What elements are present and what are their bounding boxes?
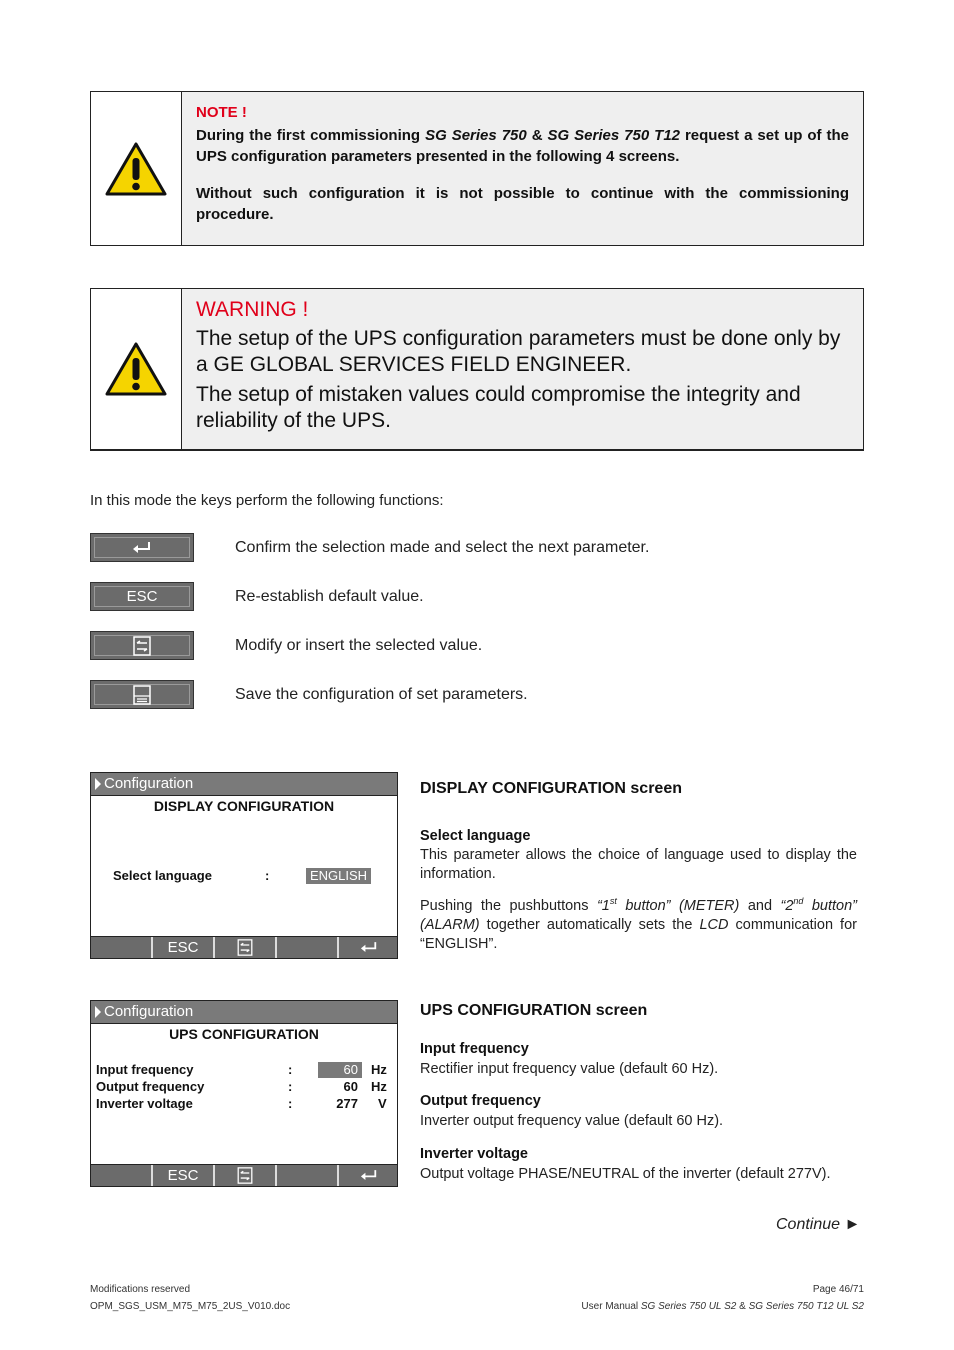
modify-key-description: Modify or insert the selected value.	[235, 637, 483, 654]
enter-icon	[360, 941, 378, 954]
enter-softkey	[337, 937, 398, 958]
modify-icon	[133, 636, 151, 656]
screen-header: Configuration	[91, 773, 397, 796]
empty-softkey	[275, 937, 337, 958]
esc-softkey: ESC	[151, 937, 213, 958]
screen-title: UPS CONFIGURATION	[169, 1026, 319, 1042]
warning-paragraph-1: The setup of the UPS configuration parameters must be done only by a GE GLOBAL SERVICES FIELD ENGINEER.	[196, 327, 841, 376]
footer-modifications: Modifications reserved	[90, 1284, 191, 1295]
inverter-voltage-value: 277	[336, 1096, 358, 1111]
modify-icon	[237, 939, 253, 956]
keys-intro: In this mode the keys perform the following functions:	[90, 492, 444, 509]
modify-icon	[237, 1167, 253, 1184]
inverter-voltage-text: Output voltage PHASE/NEUTRAL of the inverter (default 277V).	[420, 1166, 831, 1182]
triangle-right-icon	[95, 778, 101, 790]
save-key-description: Save the configuration of set parameters.	[235, 686, 528, 703]
key-row-modify	[90, 631, 690, 661]
output-frequency-heading: Output frequency	[420, 1093, 541, 1109]
screen-title: DISPLAY CONFIGURATION	[153, 798, 335, 814]
ups-configuration-screen	[90, 1000, 398, 1187]
input-frequency-heading: Input frequency	[420, 1041, 529, 1057]
colon: :	[288, 1079, 293, 1094]
key-row-enter	[90, 533, 690, 563]
select-language-label: Select language	[113, 868, 212, 883]
select-language-text: This parameter allows the choice of language used to display the information.	[420, 847, 857, 882]
input-frequency-text: Rectifier input frequency value (default 60 Hz).	[420, 1061, 719, 1077]
enter-icon	[360, 1169, 378, 1182]
enter-icon	[132, 541, 152, 555]
enter-softkey	[337, 1165, 398, 1186]
output-frequency-label: Output frequency	[96, 1079, 205, 1094]
esc-softkey: ESC	[151, 1165, 213, 1186]
note-icon-cell	[91, 92, 182, 245]
enter-key-description: Confirm the selection made and select the next parameter.	[235, 539, 650, 556]
save-icon	[133, 685, 151, 705]
input-frequency-unit: Hz	[371, 1062, 387, 1077]
ups-configuration-heading: UPS CONFIGURATION screen	[420, 1002, 648, 1019]
continue-label: Continue ►	[776, 1216, 861, 1233]
modify-key	[90, 631, 194, 660]
footer-manual-title: User Manual SG Series 750 UL S2 & SG Series 750 T12 UL S2	[581, 1301, 864, 1312]
input-frequency-value: 60	[318, 1062, 362, 1078]
note-paragraph-1: During the first commissioning SG Series 750 & SG Series 750 T12 request a set up of the UPS configuration parameters presented in the following 4 screens.	[196, 127, 849, 165]
note-paragraph-2: Without such configuration it is not possible to continue with the commissioning procedure.	[196, 185, 849, 223]
key-row-save	[90, 680, 690, 710]
warning-title: WARNING !	[196, 298, 309, 321]
output-frequency-value: 60	[343, 1079, 358, 1094]
modify-softkey	[213, 937, 275, 958]
save-key	[90, 680, 194, 709]
output-frequency-unit: Hz	[371, 1079, 387, 1094]
footer-doc-id: OPM_SGS_USM_M75_M75_2US_V010.doc	[90, 1301, 291, 1312]
display-configuration-heading: DISPLAY CONFIGURATION screen	[420, 780, 682, 797]
warning-icon-cell	[91, 289, 182, 449]
warning-triangle-icon	[104, 141, 168, 197]
warning-paragraph-2: The setup of mistaken values could compromise the integrity and reliability of the UPS.	[196, 383, 801, 432]
colon: :	[288, 1096, 293, 1111]
note-title: NOTE !	[196, 104, 247, 121]
esc-key	[90, 582, 194, 611]
modify-softkey	[213, 1165, 275, 1186]
pushbuttons-text: Pushing the pushbuttons “1st button” (METER) and “2nd button” (ALARM) together automatically sets the LCD communication for “ENGLISH”.	[420, 896, 858, 952]
display-configuration-screen	[90, 772, 398, 959]
language-value: ENGLISH	[306, 868, 371, 884]
note-box	[90, 91, 864, 246]
warning-triangle-icon	[104, 341, 168, 397]
lcd-key-bar	[91, 936, 397, 958]
colon: :	[288, 1062, 293, 1077]
triangle-right-icon	[95, 1006, 101, 1018]
esc-key-description: Re-establish default value.	[235, 588, 424, 605]
esc-key-label: ESC	[126, 588, 158, 605]
select-language-heading: Select language	[420, 828, 531, 844]
empty-softkey	[275, 1165, 337, 1186]
input-frequency-label: Input frequency	[96, 1062, 194, 1077]
colon: :	[265, 868, 270, 883]
enter-key	[90, 533, 194, 562]
key-row-esc	[90, 582, 690, 612]
inverter-voltage-heading: Inverter voltage	[420, 1146, 528, 1162]
output-frequency-text: Inverter output frequency value (default 60 Hz).	[420, 1113, 724, 1129]
footer-page-number: Page 46/71	[812, 1284, 864, 1295]
screen-header: Configuration	[91, 1001, 397, 1024]
inverter-voltage-unit: V	[378, 1096, 387, 1111]
lcd-key-bar	[91, 1164, 397, 1186]
inverter-voltage-label: Inverter voltage	[96, 1096, 193, 1111]
warning-box	[90, 288, 864, 451]
